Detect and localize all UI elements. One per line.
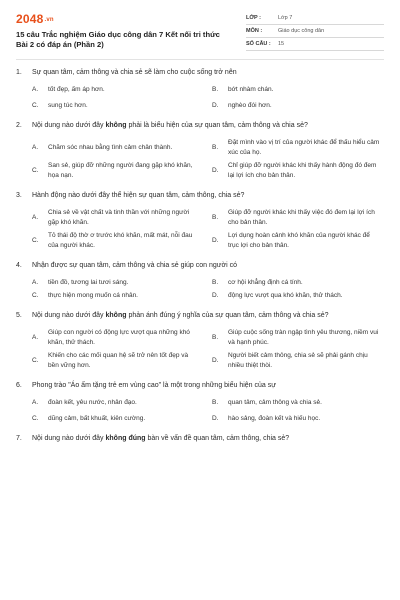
question-text-emphasis: không [105, 122, 127, 129]
question-list [16, 68, 384, 443]
option-letter: B. [212, 399, 219, 406]
question-text [32, 261, 237, 270]
question-text-pre: Nội dung nào dưới đây [32, 122, 106, 129]
question-text [32, 434, 289, 443]
option-text: Đặt mình vào vị trí của người khác để thấu hiểu cảm xúc của họ. [228, 139, 380, 156]
question-text-emphasis: không đúng [105, 435, 146, 442]
answer-option-b[interactable] [212, 85, 384, 95]
question-text [32, 68, 237, 77]
option-text: bớt nhàm chán. [228, 86, 274, 93]
title-line-2: Bài 2 có đáp án (Phần 2) [16, 40, 104, 49]
answer-option-a[interactable] [32, 278, 204, 288]
info-row-count [246, 38, 384, 51]
option-text: Chăm sóc nhau bằng tình cảm chân thành. [48, 144, 173, 151]
answer-option-a[interactable] [32, 208, 204, 228]
answer-option-d[interactable] [212, 291, 384, 301]
option-letter: C. [32, 237, 39, 244]
option-letter: B. [212, 214, 219, 221]
option-letter: B. [212, 279, 219, 286]
question-4 [16, 261, 384, 301]
question-stem [16, 121, 384, 130]
answer-option-a[interactable] [32, 85, 204, 95]
question-2 [16, 121, 384, 181]
question-text-pre: Nhận được sự quan tâm, cảm thông và chia sẻ giúp con người có [32, 262, 237, 269]
info-label: LỚP : [246, 15, 261, 21]
option-letter: A. [32, 334, 39, 341]
option-text: dũng cảm, bất khuất, kiên cường. [48, 415, 146, 422]
question-5 [16, 311, 384, 371]
answer-option-c[interactable] [32, 231, 204, 251]
answer-option-a[interactable] [32, 398, 204, 408]
question-text-emphasis: không [105, 312, 127, 319]
option-letter: D. [212, 415, 219, 422]
option-text: San sẻ, giúp đỡ những người đang gặp khó khăn, họa nạn. [48, 162, 193, 179]
answer-options [16, 398, 384, 424]
option-text: Người biết cảm thông, chia sẻ sẽ phải gánh chịu nhiều thiệt thòi. [228, 352, 368, 369]
info-row-class [246, 12, 384, 25]
answer-options [16, 138, 384, 181]
answer-option-d[interactable] [212, 414, 384, 424]
option-text: Khiến cho các mối quan hệ sẽ trở nên tốt đẹp và bền vững hơn. [48, 352, 189, 369]
option-text: Giúp con người có động lực vượt qua những khó khăn, thử thách. [48, 329, 190, 346]
title-line-1: 15 câu Trắc nghiệm Giáo dục công dân 7 Kết nối tri thức [16, 30, 220, 39]
question-number: 6. [16, 382, 22, 389]
option-text: Lợi dụng hoàn cảnh khó khăn của người khác để trục lợi cho bản thân. [228, 232, 370, 249]
option-text: tiền đồ, tương lai tươi sáng. [48, 279, 129, 286]
question-number: 3. [16, 192, 22, 199]
option-text: cơ hội khẳng định cá tính. [228, 279, 303, 286]
question-text-pre: Hành động nào dưới đây thể hiện sự quan tâm, cảm thông, chia sẻ? [32, 192, 245, 199]
question-text-pre: Nội dung nào dưới đây [32, 435, 106, 442]
answer-option-c[interactable] [32, 101, 204, 111]
answer-option-c[interactable] [32, 291, 204, 301]
header [16, 12, 384, 51]
question-number: 7. [16, 435, 22, 442]
info-label: SỐ CÂU : [246, 41, 271, 47]
option-letter: C. [32, 102, 39, 109]
info-value: 15 [278, 41, 285, 47]
answer-option-c[interactable] [32, 414, 204, 424]
option-letter: A. [32, 214, 39, 221]
info-value: Lớp 7 [278, 15, 293, 21]
info-label: MÔN : [246, 28, 263, 34]
answer-options [16, 208, 384, 251]
option-text: tốt đẹp, ấm áp hơn. [48, 86, 105, 93]
question-number: 5. [16, 312, 22, 319]
brand-logo[interactable]: 2048.vn [16, 12, 54, 26]
option-letter: B. [212, 144, 219, 151]
answer-option-b[interactable] [212, 278, 384, 288]
option-letter: A. [32, 86, 39, 93]
question-number: 1. [16, 69, 22, 76]
option-letter: C. [32, 357, 39, 364]
answer-options [16, 85, 384, 111]
option-text: động lực vượt qua khó khăn, thử thách. [228, 292, 343, 299]
question-stem [16, 434, 384, 443]
question-text-post: phải là biểu hiện của sự quan tâm, cảm thông và chia sẻ? [126, 122, 308, 129]
question-text [32, 381, 276, 390]
title-block [16, 12, 246, 50]
question-stem [16, 68, 384, 77]
option-text: Giúp đỡ người khác khi thấy việc đó đem lại lợi ích cho bản thân. [228, 209, 375, 226]
answer-option-d[interactable] [212, 231, 384, 251]
question-text-post: phản ánh đúng ý nghĩa của sự quan tâm, cảm thông và chia sẻ? [126, 312, 329, 319]
answer-option-b[interactable] [212, 138, 384, 158]
question-number: 4. [16, 262, 22, 269]
option-letter: B. [212, 86, 219, 93]
question-6 [16, 381, 384, 424]
question-text [32, 311, 329, 320]
answer-option-b[interactable] [212, 208, 384, 228]
info-panel [246, 12, 384, 51]
answer-option-d[interactable] [212, 101, 384, 111]
option-text: nghèo đói hơn. [228, 102, 272, 109]
question-3 [16, 191, 384, 251]
answer-option-d[interactable] [212, 351, 384, 371]
option-text: Chỉ giúp đỡ người khác khi thấy hành động đó đem lại lợi ích cho bản thân. [228, 162, 377, 179]
question-7 [16, 434, 384, 443]
option-letter: C. [32, 292, 39, 299]
answer-option-c[interactable] [32, 161, 204, 181]
option-text: đoàn kết, yêu nước, nhân đạo. [48, 399, 137, 406]
option-letter: D. [212, 167, 219, 174]
answer-option-b[interactable] [212, 398, 384, 408]
question-stem [16, 261, 384, 270]
option-letter: B. [212, 334, 219, 341]
answer-option-b[interactable] [212, 328, 384, 348]
question-text-pre: Phong trào "Áo ấm tặng trẻ em vùng cao" là một trong những biểu hiện của sự [32, 382, 276, 389]
question-text [32, 191, 244, 200]
option-text: thực hiện mong muốn cá nhân. [48, 292, 138, 299]
question-text-post: bàn về vấn đề quan tâm, cảm thông, chia sẻ? [145, 435, 290, 442]
option-text: Chia sẻ về vật chất và tinh thần với những người gặp khó khăn. [48, 209, 190, 226]
question-number: 2. [16, 122, 22, 129]
option-text: Tỏ thái độ thờ ơ trước khó khăn, mất mát, nỗi đau của người khác. [48, 232, 193, 249]
option-letter: C. [32, 415, 39, 422]
option-letter: D. [212, 102, 219, 109]
option-letter: A. [32, 399, 39, 406]
answer-option-c[interactable] [32, 351, 204, 371]
option-letter: D. [212, 292, 219, 299]
question-stem [16, 311, 384, 320]
option-text: quan tâm, cảm thông và chia sẻ. [228, 399, 322, 406]
option-text: Giúp cuộc sống tràn ngập tình yêu thương, niềm vui và hạnh phúc. [228, 329, 379, 346]
info-row-subject [246, 25, 384, 38]
option-text: sung túc hơn. [48, 102, 88, 109]
question-text-pre: Nội dung nào dưới đây [32, 312, 106, 319]
option-letter: D. [212, 357, 219, 364]
question-stem [16, 191, 384, 200]
option-letter: C. [32, 167, 39, 174]
option-text: hào sảng, đoàn kết và hiếu học. [228, 415, 321, 422]
question-text-pre: Sự quan tâm, cảm thông và chia sẻ sẽ làm cho cuộc sống trở nên [32, 69, 237, 76]
info-value: Giáo dục công dân [278, 28, 325, 34]
answer-option-d[interactable] [212, 161, 384, 181]
question-stem [16, 381, 384, 390]
option-letter: A. [32, 144, 39, 151]
question-1 [16, 68, 384, 111]
header-divider [16, 59, 384, 60]
answer-option-a[interactable] [32, 138, 204, 158]
document-title [16, 30, 246, 50]
answer-options [16, 328, 384, 371]
option-letter: A. [32, 279, 39, 286]
question-text [32, 121, 308, 130]
option-letter: D. [212, 237, 219, 244]
answer-options [16, 278, 384, 301]
answer-option-a[interactable] [32, 328, 204, 348]
